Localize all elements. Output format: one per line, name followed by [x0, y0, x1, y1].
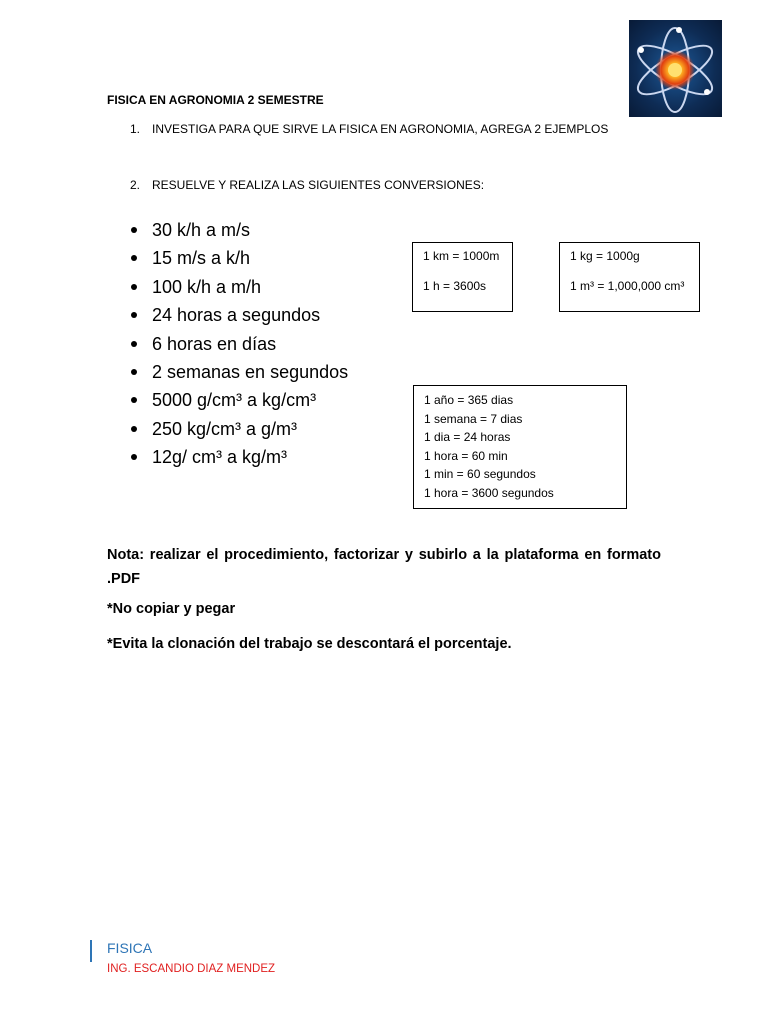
- question-text: RESUELVE Y REALIZA LAS SIGUIENTES CONVERSIONES:: [152, 178, 485, 192]
- reference-line: 1 h = 3600s: [423, 279, 487, 293]
- reference-line: 1 hora = 3600 segundos: [424, 485, 554, 500]
- footer-author: ING. ESCANDIO DIAZ MENDEZ: [107, 963, 276, 975]
- list-item: 2 semanas en segundos: [130, 358, 348, 386]
- list-item: 30 k/h a m/s: [130, 216, 348, 244]
- list-item: 12g/ cm³ a kg/m³: [130, 443, 348, 471]
- atom-icon: [629, 20, 722, 117]
- conversion-list: [130, 216, 348, 472]
- note-avoid-cloning: *Evita la clonación del trabajo se descontará el porcentaje.: [107, 636, 512, 652]
- question-number: 2.: [130, 178, 141, 192]
- list-item: 250 kg/cm³ a g/m³: [130, 415, 348, 443]
- footer-divider: [90, 940, 92, 962]
- reference-line: 1 km = 1000m: [423, 249, 500, 263]
- reference-box-time-units: [413, 385, 627, 509]
- reference-box-mass-volume: [559, 242, 700, 312]
- question-2: [130, 178, 730, 194]
- list-item: 24 horas a segundos: [130, 301, 348, 329]
- page-title: FISICA EN AGRONOMIA 2 SEMESTRE: [107, 93, 324, 107]
- note-no-copy: *No copiar y pegar: [107, 601, 236, 617]
- list-item: 5000 g/cm³ a kg/cm³: [130, 386, 348, 414]
- list-item: 15 m/s a k/h: [130, 244, 348, 272]
- reference-line: 1 min = 60 segundos: [424, 467, 536, 482]
- reference-box-length-time: [412, 242, 513, 312]
- reference-line: 1 kg = 1000g: [570, 249, 640, 263]
- list-item: 6 horas en días: [130, 330, 348, 358]
- question-text: INVESTIGA PARA QUE SIRVE LA FISICA EN AGRONOMIA, AGREGA 2 EJEMPLOS: [152, 122, 609, 136]
- question-1: [130, 122, 730, 138]
- reference-line: 1 año = 365 dias: [424, 393, 514, 407]
- reference-line: 1 hora = 60 min: [424, 448, 508, 463]
- reference-line: 1 semana = 7 dias: [424, 411, 523, 426]
- note-paragraph: Nota: realizar el procedimiento, factorizar y subirlo a la plataforma en formato .PDF: [107, 547, 661, 587]
- question-number: 1.: [130, 122, 141, 136]
- reference-line: 1 dia = 24 horas: [424, 430, 511, 445]
- list-item: 100 k/h a m/h: [130, 273, 348, 301]
- footer-title: FISICA: [107, 940, 153, 956]
- reference-line: 1 m³ = 1,000,000 cm³: [570, 279, 685, 293]
